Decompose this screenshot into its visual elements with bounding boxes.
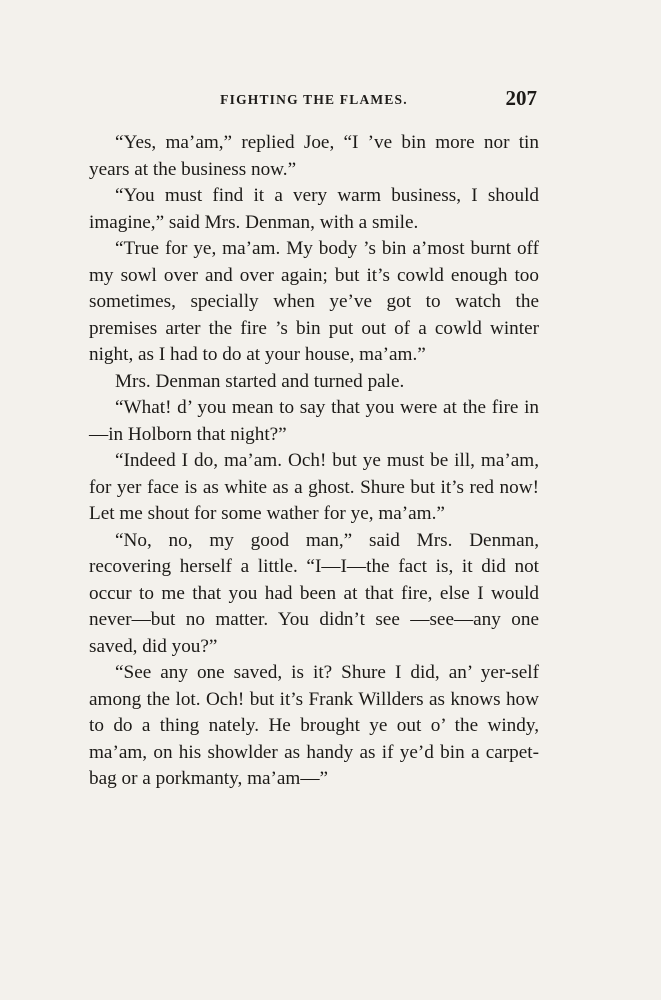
paragraph: “No, no, my good man,” said Mrs. Denman, recovering herself a little. “I—I—the fact is, it did not occur to me that you had been at that fire, else I would never—but no matter. You didn’t see —see—any one saved, did you?” — [89, 529, 539, 657]
paragraph: “Yes, ma’am,” replied Joe, “I ’ve bin more nor tin years at the business now.” — [89, 132, 539, 180]
body-text — [89, 130, 539, 793]
paragraph: “Indeed I do, ma’am. Och! but ye must be ill, ma’am, for yer face is as white as a ghost. Shure but it’s red now! Let me shout for some wather for ye, ma’am.” — [89, 450, 539, 524]
paragraph: “True for ye, ma’am. My body ’s bin a’most burnt off my sowl over and over again; but it’s cowld enough too sometimes, specially when ye’ve got to watch the premises arter the fire ’s bin put out of a cowld winter night, as I had to do at your house, ma’am.” — [89, 238, 539, 365]
running-title: FIGHTING THE FLAMES. — [220, 92, 408, 107]
paragraph: “You must find it a very warm business, I should imagine,” said Mrs. Denman, with a smile. — [89, 185, 539, 233]
paragraph: “What! d’ you mean to say that you were at the fire in—in Holborn that night?” — [89, 397, 539, 445]
paragraph: Mrs. Denman started and turned pale. — [115, 370, 405, 392]
paragraph: “See any one saved, is it? Shure I did, an’ yer-self among the lot. Och! but it’s Frank Willders as knows how to do a thing nately. He brought ye out o’ the windy, ma’am, on his showlder as handy as if ye’d bin a carpet-bag or a porkmanty, ma’am—” — [89, 662, 539, 789]
page-number: 207 — [505, 86, 537, 110]
running-head — [89, 86, 539, 116]
